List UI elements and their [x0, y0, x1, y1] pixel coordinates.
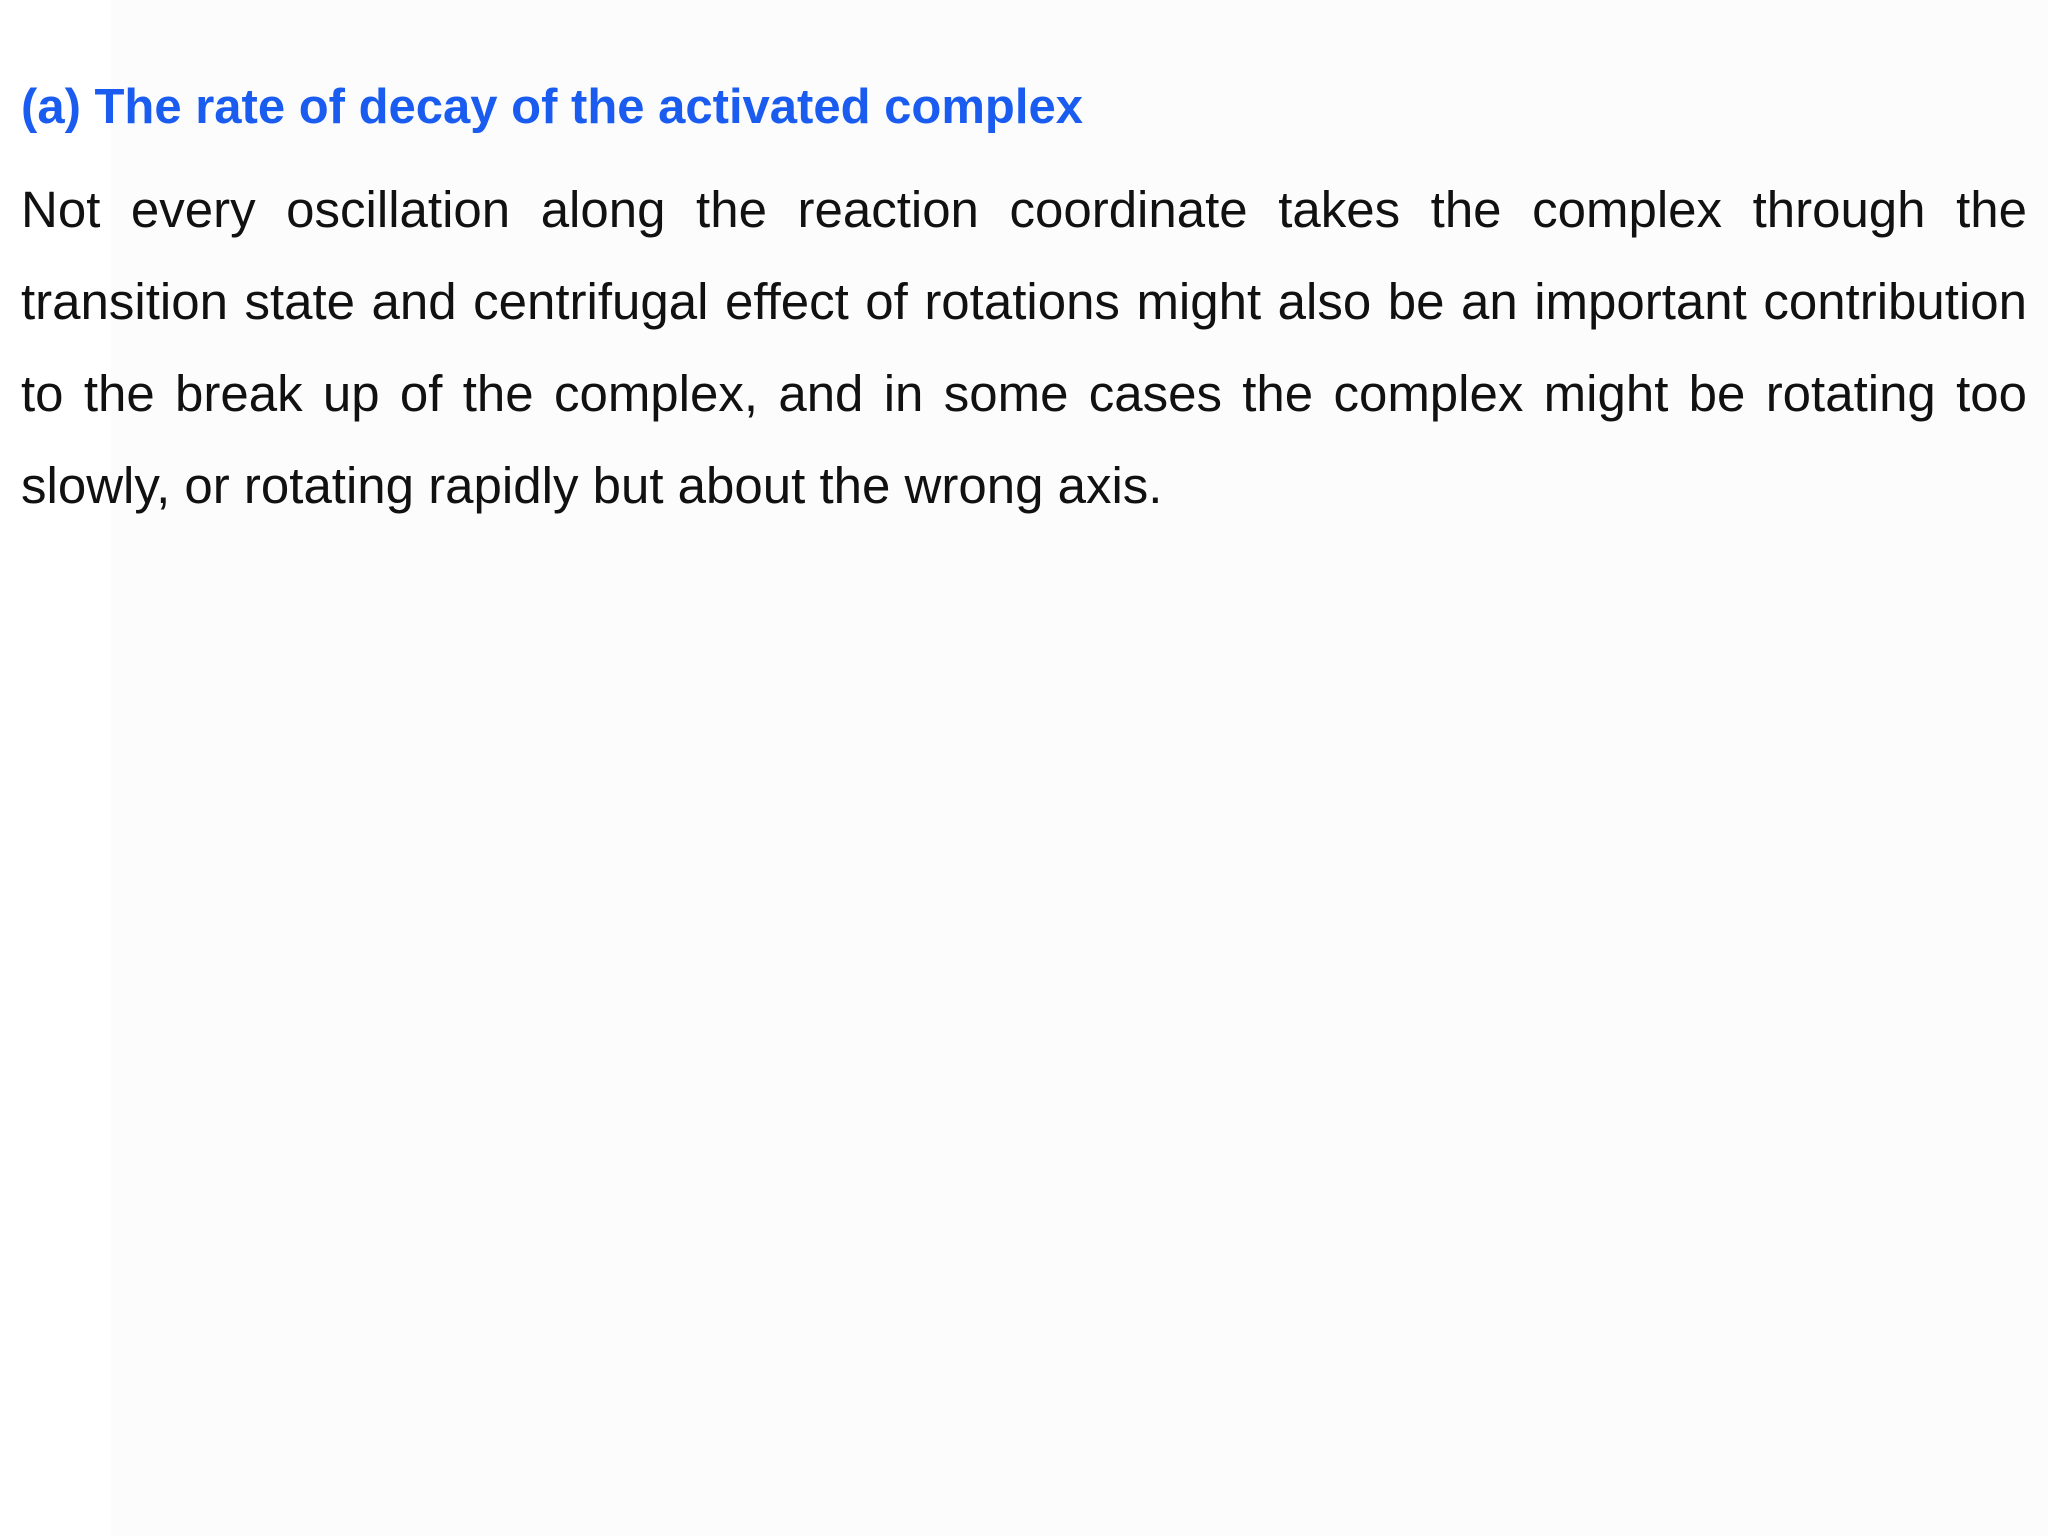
slide-content	[21, 72, 2027, 532]
body-paragraph: Not every oscillation along the reaction coordinate takes the complex through the transition state and centrifugal effect of rotations might also be an important contribution to the break up of the complex, and in some cases the complex might be rotating too slowly, or rotating rapidly but about the wrong axis.	[21, 181, 2027, 514]
section-heading: (a) The rate of decay of the activated complex	[21, 80, 1083, 134]
